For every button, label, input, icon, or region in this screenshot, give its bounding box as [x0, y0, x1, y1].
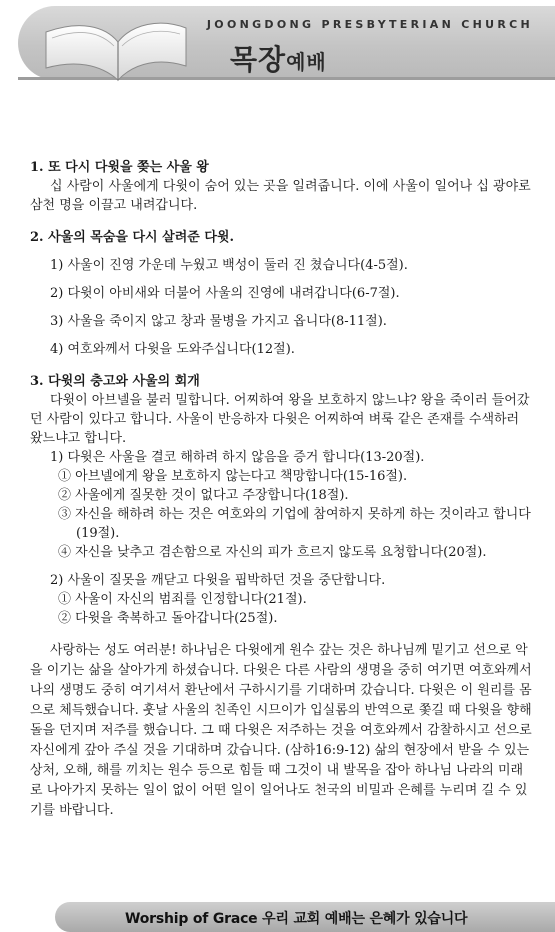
bulletin-content [30, 158, 532, 821]
open-book-icon [40, 2, 190, 82]
section-3-subitem: ③ 자신을 해하려 하는 것은 여호와의 기업에 참여하지 못하게 하는 것이라고 합니다(19절). [58, 507, 531, 541]
section-3-subitem: ② 사울에게 질못한 것이 없다고 주장합니다(18절). [58, 488, 349, 503]
section-3-subitem: ① 아브넬에게 왕을 보호하지 않는다고 책망합니다(15-16절). [58, 469, 408, 484]
page-title [230, 38, 327, 78]
title-small: 예배 [286, 50, 327, 74]
section-3-item-1: 1) 다윗은 사울을 결코 해하려 하지 않음을 증거 합니다(13-20절). [50, 450, 425, 465]
section-3-subitem: ④ 자신을 낮추고 겸손함으로 자신의 피가 흐르지 않도록 요청합니다(20절). [58, 545, 487, 560]
section-3-title: 3. 다윗의 충고와 사울의 회개 [30, 374, 200, 389]
section-1-title: 1. 또 다시 다윗을 쫒는 사울 왕 [30, 160, 209, 175]
footer-text: Worship of Grace 우리 교회 예배는 은혜가 있습니다 [125, 911, 468, 927]
section-2-item: 3) 사울을 죽이지 않고 창과 물병을 가지고 옵니다(8-11절). [50, 314, 387, 329]
closing-paragraph: 사랑하는 성도 여러분! 하나님은 다윗에게 원수 갚는 것은 하나님께 밑기고 선으로 악을 이기는 삶을 살아가게 하셨습니다. 다윗은 다른 사람의 생명을 중히 여기면 여호와께서 나의 생명도 중히 여기셔서 환난에서 구하시기를 기대하며 갔습니다. 다윗은 이 원리를 몸으로 체득했습니다. 훗날 사울의 친족인 시므이가 입실롬의 반역으로 쫓길 때 다윗을 향해 돌을 던지며 저주를 했습니다. 그 때 다윗은 저주하는 것을 여호와께서 감찰하시고 선으로 자신에게 갚아 주실 것을 기대하며 갔습니다. (삼하16:9-12) 삶의 현장에서 받을 수 있는 상처, 오해, 해를 끼치는 원수 등으로 힘들 때 그것이 내 발목을 잡아 하나님 나라의 미래로 나아가지 못하는 일이 없이 어떤 일이 일어나도 천국의 비밀과 은혜를 누리며 길 수 있기를 바랍니다. [30, 643, 532, 818]
section-3-subitem: ② 다윗을 축복하고 돌아갑니다(25절). [58, 611, 278, 626]
church-name: JOONGDONG PRESBYTERIAN CHURCH [206, 18, 533, 31]
section-2-title: 2. 사울의 목숨을 다시 살려준 다윗. [30, 230, 234, 245]
footer-banner [55, 902, 555, 932]
title-main: 목장 [230, 43, 287, 76]
section-2-item: 4) 여호와께서 다윗을 도와주십니다(12절). [50, 342, 295, 357]
section-1-body: 십 사람이 사울에게 다윗이 숨어 있는 곳을 일려줍니다. 이에 사울이 일어나 십 광야로 삼천 명을 이끌고 내려갑니다. [30, 179, 531, 213]
section-2-item: 1) 사울이 진영 가운데 누웠고 백성이 둘러 진 쳤습니다(4-5절). [50, 258, 408, 273]
section-3-body: 다윗이 아브넬을 불러 밀합니다. 어찌하여 왕을 보호하지 않느냐? 왕을 죽이러 들어갔던 사람이 있다고 합니다. 사울이 반응하자 다윗은 어찌하여 벼룩 같은 존재를 수색하러 왔느냐고 합니다. [30, 393, 530, 446]
header-banner [0, 0, 555, 100]
section-3-subitem: ① 사울이 자신의 범죄를 인정합니다(21절). [58, 592, 307, 607]
section-2-item: 2) 다윗이 아비새와 더불어 사울의 진영에 내려갑니다(6-7절). [50, 286, 400, 301]
section-3-item-2: 2) 사울이 질못을 깨닫고 다윗을 핍박하던 것을 중단합니다. [50, 573, 386, 588]
